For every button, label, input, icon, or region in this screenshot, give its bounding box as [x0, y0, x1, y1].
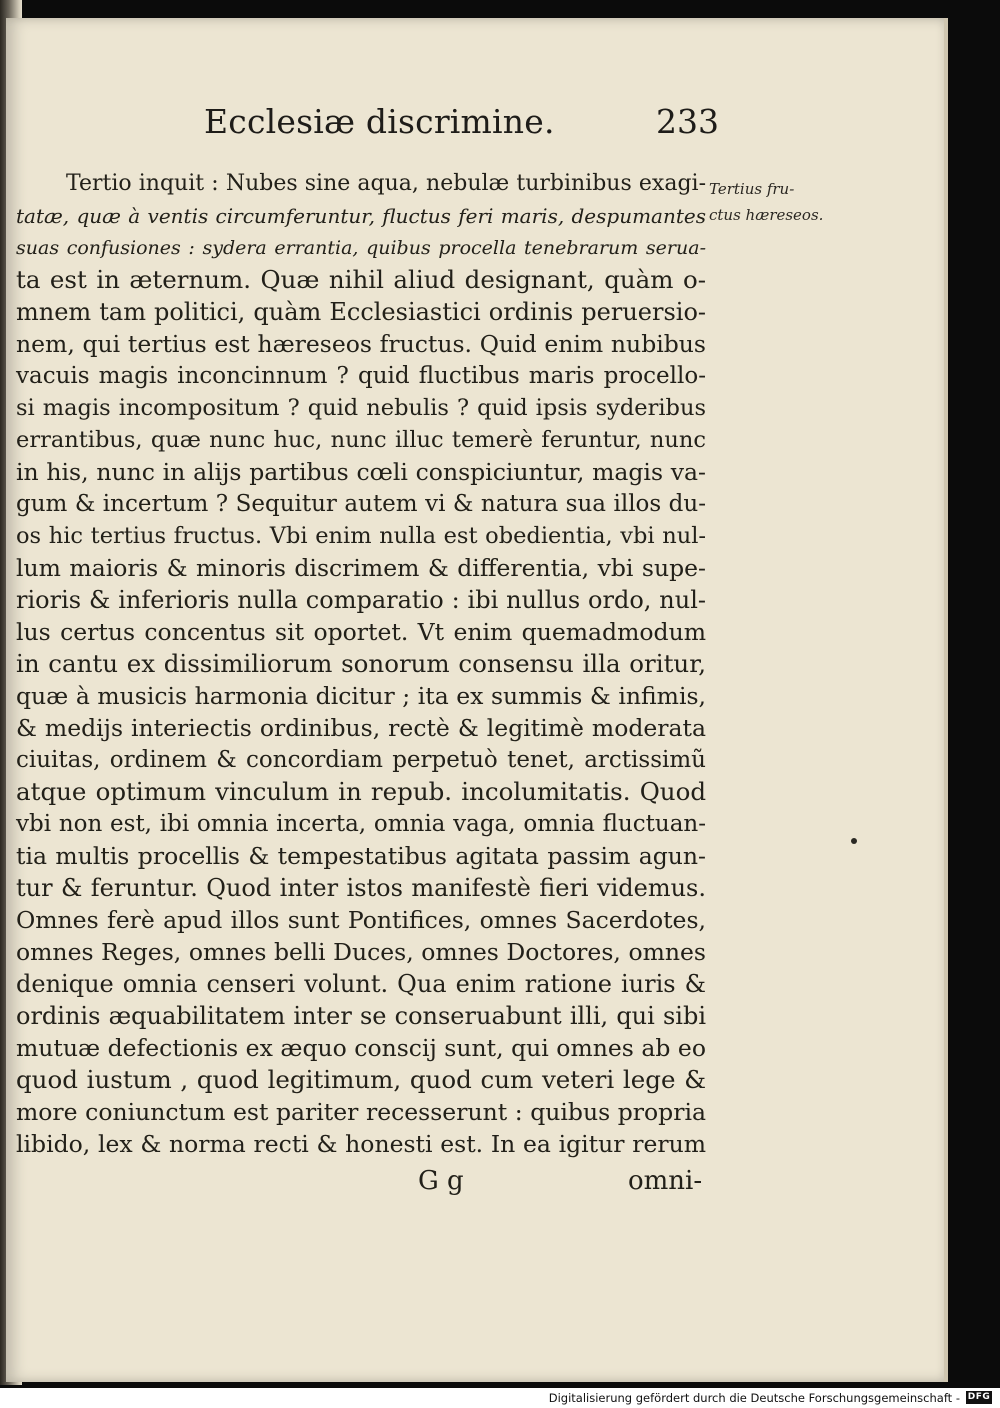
page-number: 233 [656, 102, 719, 141]
credit-text: Digitalisierung gefördert durch die Deutsche Forschungsgemeinschaft - [548, 1391, 960, 1405]
text-line: rioris & inferioris nulla comparatio : ibi nullus ordo, nul- [16, 586, 706, 614]
signature-mark: G g [418, 1166, 464, 1196]
page-footer [16, 1166, 706, 1200]
text-line: Tertio inquit : Nubes sine aqua, nebulæ turbinibus exagi- [66, 171, 706, 196]
text-line: in his, nunc in alijs partibus cœli conspiciuntur, magis va- [16, 458, 706, 486]
text-line: omnes Reges, omnes belli Duces, omnes Doctores, omnes [16, 938, 706, 966]
text-line: ordinis æquabilitatem inter se conseruabunt illi, qui sibi [16, 1002, 706, 1030]
text-line: mnem tam politici, quàm Ecclesiastici ordinis peruersio- [16, 298, 706, 326]
dfg-logo: DFG [967, 1392, 991, 1402]
credit-bar [0, 1388, 1000, 1408]
running-title: Ecclesiæ discrimine. [204, 102, 555, 141]
text-line: tur & feruntur. Quod inter istos manifestè fieri videmus. [16, 874, 706, 902]
ink-speck [851, 838, 857, 844]
text-line: tia multis procellis & tempestatibus agitata passim agun- [16, 842, 706, 870]
text-line: os hic tertius fructus. Vbi enim nulla est obedientia, vbi nul- [16, 523, 706, 549]
text-line: suas confusiones : sydera errantia, quibus procella tenebrarum serua- [16, 237, 706, 259]
text-line: in cantu ex dissimiliorum sonorum consensu illa oritur, [16, 649, 706, 678]
book-page [6, 18, 946, 1382]
text-line: lus certus concentus sit oportet. Vt enim quemadmodum [16, 618, 706, 646]
page-edge [944, 18, 948, 1382]
text-line: more coniunctum est pariter recesserunt : quibus propria [16, 1098, 706, 1126]
margin-note-line: ctus hæreseos. [709, 206, 824, 224]
text-line: gum & incertum ? Sequitur autem vi & natura sua illos du- [16, 491, 706, 517]
text-line: quod iustum , quod legitimum, quod cum veteri lege & [16, 1065, 706, 1094]
text-line: nem, qui tertius est hæreseos fructus. Quid enim nubibus [16, 330, 706, 358]
margin-note-line: Tertius fru- [709, 180, 795, 198]
text-line: quæ à musicis harmonia dicitur ; ita ex summis & infimis, [16, 682, 706, 710]
text-line: atque optimum vinculum in repub. incolumitatis. Quod [16, 777, 706, 806]
body-text [16, 168, 706, 1160]
text-line: tatæ, quæ à ventis circumferuntur, fluctus feri maris, despumantes [16, 204, 706, 228]
text-line: denique omnia censeri volunt. Qua enim ratione iuris & [16, 970, 706, 998]
margin-note [709, 176, 839, 228]
text-line: vbi non est, ibi omnia incerta, omnia vaga, omnia fluctuan- [16, 811, 706, 837]
text-line: lum maioris & minoris discrimem & differentia, vbi supe- [16, 554, 706, 582]
text-line: si magis incompositum ? quid nebulis ? quid ipsis syderibus [16, 395, 706, 421]
text-line: Omnes ferè apud illos sunt Pontifices, omnes Sacerdotes, [16, 906, 706, 934]
text-line: mutuæ defectionis ex æquo conscij sunt, qui omnes ab eo [16, 1034, 706, 1062]
text-line: ta est in æternum. Quæ nihil aliud designant, quàm o- [16, 265, 706, 294]
text-line: libido, lex & norma recti & honesti est. In ea igitur rerum [16, 1130, 706, 1158]
text-line: & medijs interiectis ordinibus, rectè & legitimè moderata [16, 714, 706, 742]
text-line: errantibus, quæ nunc huc, nunc illuc temerè feruntur, nunc [16, 427, 706, 453]
catchword: omni- [628, 1166, 703, 1196]
text-line: vacuis magis inconcinnum ? quid fluctibus maris procello- [16, 363, 706, 389]
text-line: ciuitas, ordinem & concordiam perpetuò tenet, arctissimũ [16, 747, 706, 773]
running-head [6, 102, 719, 162]
